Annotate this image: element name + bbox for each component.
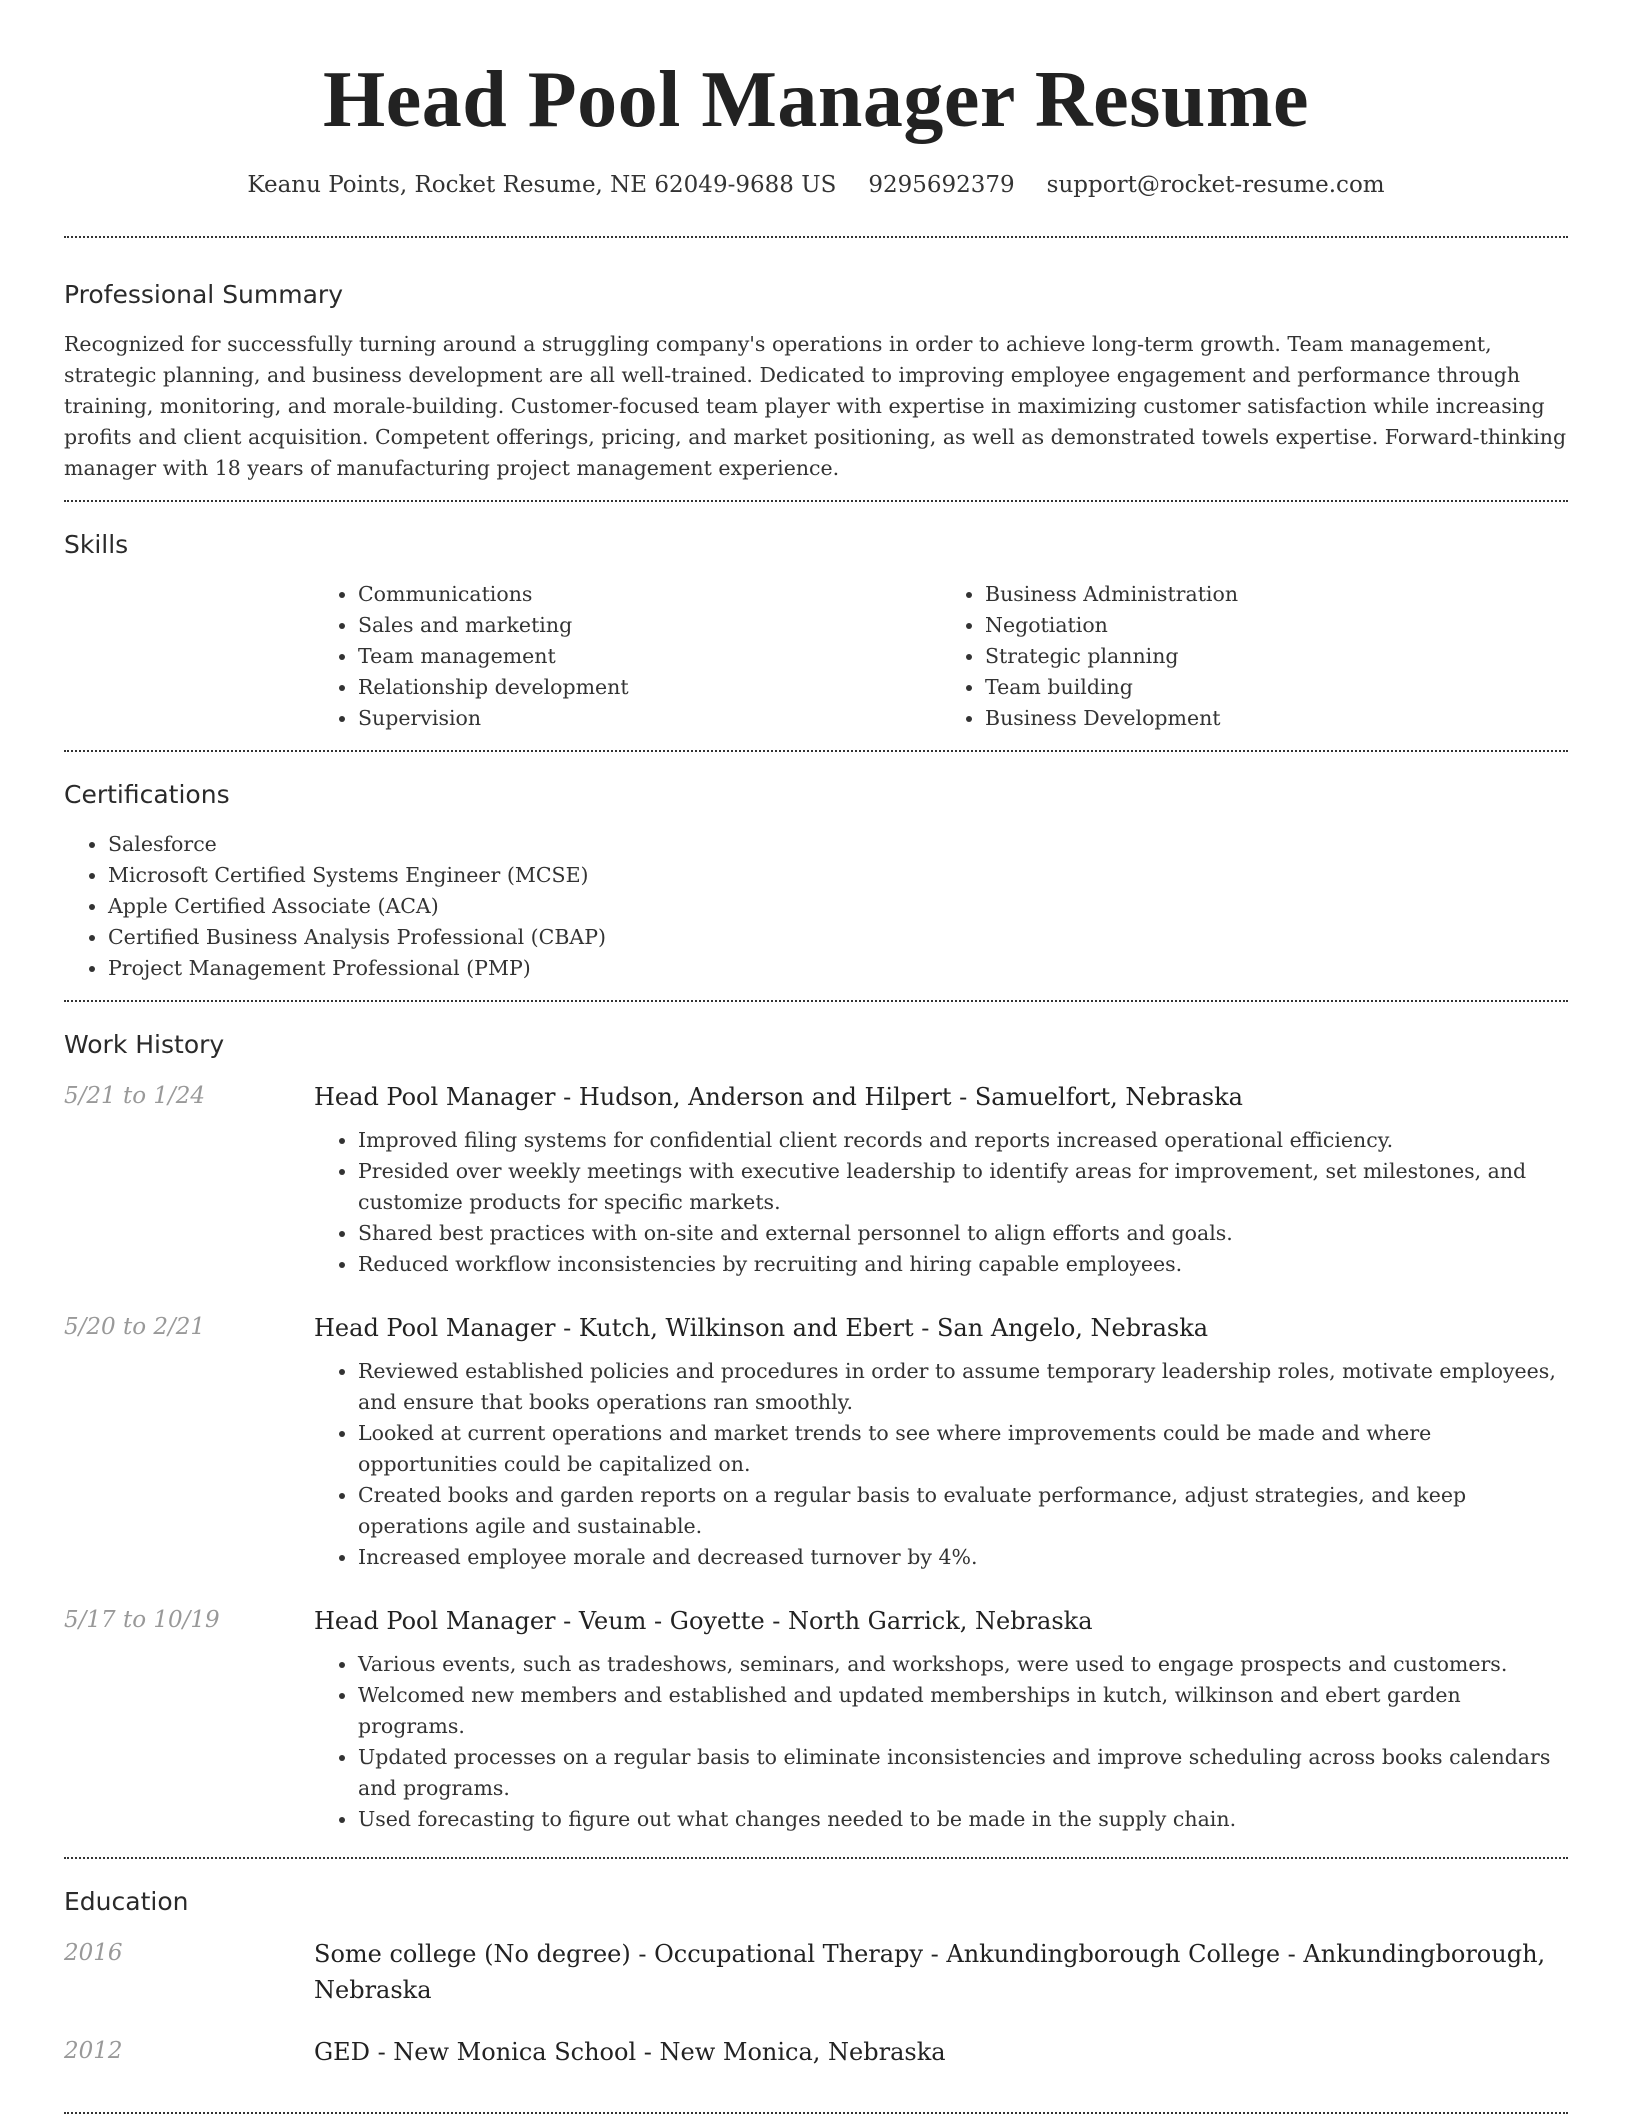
job-bullet: • Welcomed new members and established and updated memberships in kutch, wilkinson and ebert garden programs. (358, 1680, 1568, 1742)
contact-phone[interactable]: 9295692379 (868, 172, 1015, 198)
skill-item: • Business Development (985, 703, 1568, 734)
summary-text: Recognized for successfully turning around a struggling company's operations in order to achieve long-term growth. Team management, strategic planning, and business development are all well-trained. Dedicated to improving employee engagement and performance through training, monitoring, and morale-building. Customer-focused team player with expertise in maximizing customer satisfaction while increasing profits and client acquisition. Competent offerings, pricing, and market positioning, as well as demonstrated towels expertise. Forward-thinking manager with 18 years of manufacturing project management experience. (64, 332, 1567, 480)
skill-item: • Supervision (358, 703, 941, 734)
skills-heading: Skills (64, 530, 129, 559)
education-title: Some college (No degree) - Occupational Therapy - Ankundingborough College - Ankundingborough, Nebraska (314, 1940, 1546, 2004)
job-entry (64, 1079, 1568, 1280)
job-bullet: • Shared best practices with on-site and external personnel to align efforts and goals. (358, 1218, 1568, 1249)
skills-section (64, 502, 1568, 750)
job-bullet: • Increased employee morale and decreased turnover by 4%. (358, 1542, 1568, 1573)
contact-email[interactable]: support@rocket-resume.com (1046, 172, 1385, 198)
certification-item: • Certified Business Analysis Professional (CBAP) (108, 922, 1568, 953)
job-bullet: • Improved filing systems for confidential client records and reports increased operational efficiency. (358, 1125, 1568, 1156)
skill-item: • Relationship development (358, 672, 941, 703)
job-date: 5/20 to 2/21 (64, 1314, 206, 1340)
certifications-heading: Certifications (64, 780, 230, 809)
skill-item: • Business Administration (985, 579, 1568, 610)
job-bullets (314, 1649, 1568, 1835)
job-date: 5/21 to 1/24 (64, 1083, 206, 1109)
skill-item: • Team building (985, 672, 1568, 703)
certification-item: • Project Management Professional (PMP) (108, 953, 1568, 984)
certification-item: • Salesforce (108, 829, 1568, 860)
job-bullet: • Presided over weekly meetings with executive leadership to identify areas for improvement, set milestones, and customize products for specific markets. (358, 1156, 1568, 1218)
skill-item: • Strategic planning (985, 641, 1568, 672)
skill-item: • Communications (358, 579, 941, 610)
job-entry (64, 1603, 1568, 1835)
certifications-section (64, 752, 1568, 1000)
job-date: 5/17 to 10/19 (64, 1607, 220, 1633)
skill-item: • Team management (358, 641, 941, 672)
education-date: 2016 (64, 1940, 123, 1966)
skill-item: • Negotiation (985, 610, 1568, 641)
certification-item: • Microsoft Certified Systems Engineer (MCSE) (108, 860, 1568, 891)
contact-address: Keanu Points, Rocket Resume, NE 62049-9688 US (247, 172, 837, 198)
education-entry (64, 1936, 1568, 2008)
job-title: Head Pool Manager - Hudson, Anderson and Hilpert - Samuelfort, Nebraska (314, 1083, 1243, 1111)
work-history-heading: Work History (64, 1030, 225, 1059)
page-title: Head Pool Manager Resume (323, 56, 1309, 144)
job-bullet: • Updated processes on a regular basis to eliminate inconsistencies and improve scheduling across books calendars and programs. (358, 1742, 1568, 1804)
job-bullet: • Various events, such as tradeshows, seminars, and workshops, were used to engage prospects and customers. (358, 1649, 1568, 1680)
certifications-list (64, 829, 1568, 984)
certification-item: • Apple Certified Associate (ACA) (108, 891, 1568, 922)
education-date: 2012 (64, 2038, 123, 2064)
skills-list-right (941, 579, 1568, 734)
job-entry (64, 1310, 1568, 1573)
work-history-section (64, 1002, 1568, 1857)
skills-list-left (314, 579, 941, 734)
summary-heading: Professional Summary (64, 280, 344, 309)
education-section (64, 1859, 1568, 2112)
education-entry (64, 2034, 1568, 2070)
contact-line (64, 172, 1568, 198)
job-bullet: • Used forecasting to figure out what changes needed to be made in the supply chain. (358, 1804, 1568, 1835)
education-heading: Education (64, 1887, 189, 1916)
skills-grid (314, 579, 1568, 734)
education-title: GED - New Monica School - New Monica, Nebraska (314, 2038, 946, 2066)
job-title: Head Pool Manager - Veum - Goyette - North Garrick, Nebraska (314, 1607, 1093, 1635)
job-bullet: • Looked at current operations and market trends to see where improvements could be made and where opportunities could be capitalized on. (358, 1418, 1568, 1480)
job-bullet: • Reduced workflow inconsistencies by recruiting and hiring capable employees. (358, 1249, 1568, 1280)
job-bullets (314, 1356, 1568, 1573)
job-bullet: • Created books and garden reports on a regular basis to evaluate performance, adjust strategies, and keep operations agile and sustainable. (358, 1480, 1568, 1542)
job-title: Head Pool Manager - Kutch, Wilkinson and Ebert - San Angelo, Nebraska (314, 1314, 1209, 1342)
job-bullets (314, 1125, 1568, 1280)
summary-section (64, 238, 1568, 500)
skill-item: • Sales and marketing (358, 610, 941, 641)
job-bullet: • Reviewed established policies and procedures in order to assume temporary leadership roles, motivate employees, and ensure that books operations ran smoothly. (358, 1356, 1568, 1418)
